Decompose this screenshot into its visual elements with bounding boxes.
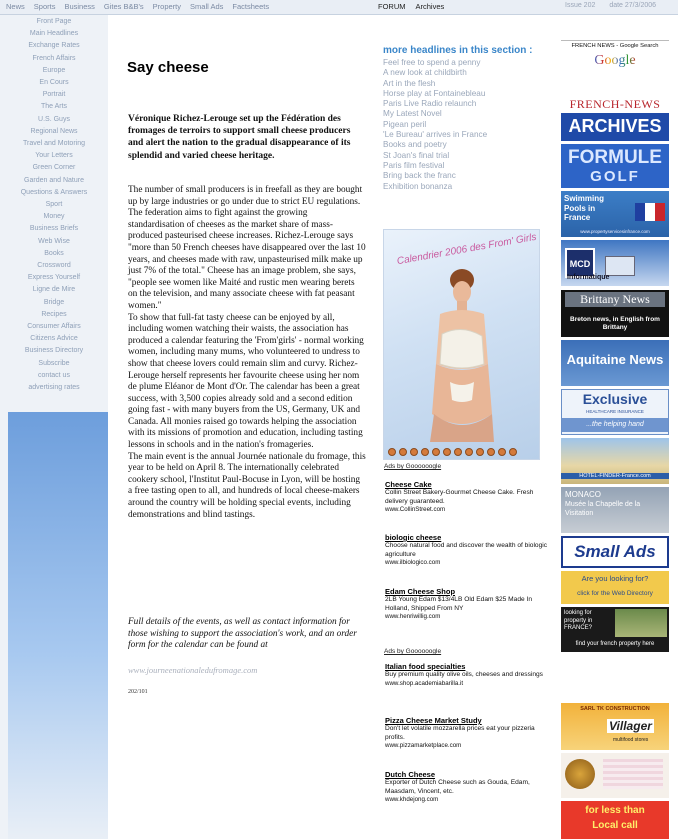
headline-link[interactable]: Exhibition bonanza bbox=[383, 181, 453, 191]
mcd-banner[interactable] bbox=[561, 240, 669, 286]
villager-subtitle: multifood stores bbox=[613, 737, 649, 743]
dock-icon bbox=[487, 448, 495, 456]
property-label: looking for property in FRANCE? bbox=[564, 610, 593, 631]
pools-label: Swimming Pools in France bbox=[564, 194, 605, 222]
headline-link[interactable]: Feel free to spend a penny bbox=[383, 58, 481, 67]
dock-icon bbox=[432, 448, 440, 456]
issue-number: Issue 202 bbox=[565, 2, 596, 9]
dock-icon bbox=[476, 448, 484, 456]
article-lede: Véronique Richez-Lerouge set up the Fédération des fromages de terroirs to support small cheese producers and alert the nation to the gradual disappearance of its splendid and varied cheese heritage. bbox=[128, 114, 351, 161]
archives-banner[interactable] bbox=[561, 113, 669, 141]
article-body bbox=[128, 185, 366, 521]
calendar-caption: Calendrier 2006 des From' Girls bbox=[396, 231, 538, 268]
dock-icon bbox=[509, 448, 517, 456]
left-nav-item[interactable]: Exchange Rates bbox=[28, 42, 80, 50]
article-reference: 202/101 bbox=[128, 689, 148, 695]
ads-by-google-link[interactable]: Ads by Goooooogle bbox=[384, 463, 442, 470]
top-nav-link[interactable]: News bbox=[6, 2, 25, 11]
article-footer: Full details of the events, as well as contact information for those wishing to support the association's work, and an order form for the calendar can be found at bbox=[128, 617, 357, 651]
issue-date: date 27/3/2006 bbox=[609, 2, 657, 9]
left-nav-item[interactable]: Crossword bbox=[37, 262, 71, 270]
computer-icon bbox=[605, 256, 635, 276]
pools-url: www.propertyservicesinfrance.com bbox=[580, 229, 650, 234]
flower-icon bbox=[565, 759, 595, 789]
left-nav-item[interactable]: Money bbox=[43, 213, 65, 221]
monaco-subtitle: Musée la Chapelle de la Visitation bbox=[565, 501, 641, 517]
ad-description: Choose natural food and discover the wealth of biologic agriculture bbox=[385, 542, 548, 558]
ad-biologic-cheese[interactable] bbox=[385, 533, 555, 566]
headline-link[interactable]: St Joan's final trial bbox=[383, 150, 450, 160]
left-nav-item[interactable]: Express Yourself bbox=[27, 274, 81, 282]
left-nav-item[interactable]: Your Letters bbox=[35, 152, 73, 160]
top-bar bbox=[0, 0, 678, 15]
left-nav-item[interactable]: Front Page bbox=[36, 18, 72, 25]
left-nav-item[interactable]: Travel and Motoring bbox=[23, 140, 85, 148]
ad-dutch-cheese[interactable] bbox=[385, 770, 555, 803]
villager-banner[interactable] bbox=[561, 703, 669, 750]
monaco-label: MONACO bbox=[565, 490, 601, 499]
article-paragraph: To show that full-fat tasty cheese can be enjoyed by all, including women watching their waists, the association has produced a calendar featuring the 'From'girls' - normal working women, including many mums, who volunteered to undress to show that cheese lovers could remain slim and curvy. Richez-Lerouge herself represents her favourite cheese using her nom de plume Eléanor de Mont d'Or. The calendar has been a great success, with 3,500 copies already sold and a second edition going fast - with many buyers from the US, Germany, UK and Canada. All monies raised go towards helping the association with its missions of promotion and education, including tasting lessons in schools and in the nation's fromageries. bbox=[128, 312, 364, 451]
left-nav-item[interactable]: Green Corner bbox=[32, 164, 76, 172]
brittany-subtitle: Breton news, in English from Brittany bbox=[570, 316, 660, 331]
left-nav-item[interactable]: contact us bbox=[38, 371, 70, 379]
dock-icon bbox=[388, 448, 396, 456]
forum-nav-link[interactable]: FORUM bbox=[378, 2, 406, 11]
left-nav-item[interactable]: Questions & Answers bbox=[20, 188, 88, 196]
exclusive-tagline: ...the helping hand bbox=[562, 418, 668, 432]
ad-description: Buy premium quality olive oils, cheeses and dressings bbox=[385, 671, 543, 678]
left-nav-item[interactable]: Books bbox=[44, 249, 64, 257]
phone-banner[interactable] bbox=[561, 801, 669, 839]
golf-label: GOLF bbox=[590, 168, 640, 185]
issue-info bbox=[565, 2, 668, 9]
less-than-label: for less than bbox=[585, 805, 645, 816]
ad-cheese-cake[interactable] bbox=[385, 480, 555, 513]
ad-url[interactable]: www.shop.academiabarilla.it bbox=[385, 679, 464, 687]
ad-url[interactable]: www.CollinStreet.com bbox=[385, 506, 446, 514]
ads-by-google-link[interactable]: Ads by Goooooogle bbox=[384, 648, 442, 655]
local-call-label: Local call bbox=[592, 820, 638, 831]
left-nav-item[interactable]: Web Wise bbox=[38, 237, 70, 245]
top-nav-link[interactable]: Sports bbox=[33, 2, 56, 11]
top-nav-link[interactable]: Gites B&B's bbox=[103, 2, 144, 11]
article-paragraph: The number of small producers is in freefall as they are bought up by large industries or go under due to strict EU regulations. The federation aims to fight against the growing standardisation of cheeses as the market share of mass-produced pasteurised cheese increases. Richez-Lerouge says "more than 50 French cheeses have disappeared over the last 10 years, and cheeses made with raw, unpasteurised milk make up just 7% of the total." Cheese has an image problem, she says, "people see women like Maité and rustic men wearing berets on the television, and many associate cheese with fat peasant women." bbox=[128, 185, 366, 311]
google-logo-text: Google bbox=[594, 53, 636, 68]
mcd-subtitle: Informatique bbox=[567, 274, 610, 281]
small-ads-banner[interactable] bbox=[561, 536, 669, 568]
forum-nav bbox=[378, 2, 454, 11]
ad-description: 2LB Young Edam $13/4LB Old Edam $25 Made In Holland, Shipped From NY bbox=[385, 596, 533, 612]
ad-title[interactable]: biologic cheese bbox=[385, 533, 442, 542]
headline-link[interactable]: My Latest Novel bbox=[383, 109, 442, 119]
ad-description: Collin Street Bakery-Gourmet Cheese Cake. Fresh delivery guaranteed. bbox=[385, 489, 534, 505]
left-nav-item[interactable]: Portrait bbox=[42, 91, 66, 99]
left-nav-item[interactable]: Consumer Affairs bbox=[27, 323, 81, 331]
headlines-heading: more headlines in this section : bbox=[383, 45, 533, 56]
left-nav-item[interactable]: U.S. Guys bbox=[38, 115, 70, 123]
aquitaine-news-banner[interactable] bbox=[561, 340, 669, 386]
left-nav-item[interactable]: Sport bbox=[45, 201, 63, 209]
ad-title[interactable]: Edam Cheese Shop bbox=[385, 587, 456, 596]
left-nav-item[interactable]: Main Headlines bbox=[29, 30, 79, 38]
headlines-list bbox=[383, 58, 487, 192]
top-nav-link[interactable]: Factsheets bbox=[232, 2, 270, 11]
headline-link[interactable]: Bring back the franc bbox=[383, 171, 456, 181]
top-nav-link[interactable]: Business bbox=[64, 2, 95, 11]
ad-title[interactable]: Dutch Cheese bbox=[385, 770, 436, 779]
left-nav-item[interactable]: Subscribe bbox=[38, 359, 70, 367]
hotel-finder-label: HOTEL-FINDER-France.com bbox=[561, 473, 669, 479]
google-search-box[interactable] bbox=[561, 40, 669, 84]
flag-icon bbox=[635, 203, 665, 221]
french-news-label: FRENCH-NEWS bbox=[569, 97, 661, 111]
left-nav-item[interactable]: Business Directory bbox=[24, 347, 84, 355]
calendar-photo bbox=[383, 229, 540, 460]
woman-figure-illustration bbox=[422, 264, 504, 444]
small-ads-label: Small Ads bbox=[574, 542, 656, 561]
web-directory-banner[interactable] bbox=[561, 571, 669, 604]
google-logo[interactable] bbox=[561, 53, 669, 69]
ad-url[interactable]: www.ilbiologico.com bbox=[385, 559, 441, 567]
article-paragraph: The main event is the annual Journée nationale du fromage, this year to be held on April 8. The internationally celebrated cookery school, l'Institut Paul-Bocuse in Lyon, will be hosting a free tasting open to all, and hundreds of local cheese-makers around the country will be holding special events, including demonstrations and blind tastings. bbox=[128, 451, 366, 520]
headline-link[interactable]: Paris film festival bbox=[383, 160, 445, 170]
headline-link[interactable]: Horse play at Fontainebleau bbox=[383, 88, 486, 98]
dock-icon bbox=[454, 448, 462, 456]
exclusive-label: Exclusive bbox=[582, 391, 648, 407]
left-nav-item[interactable]: Europe bbox=[42, 66, 66, 74]
headline-link[interactable]: Art in the flesh bbox=[383, 78, 436, 88]
ad-title[interactable]: Cheese Cake bbox=[385, 480, 432, 489]
ad-url[interactable]: www.henriwillig.com bbox=[385, 613, 441, 621]
ad-url[interactable]: www.khdejong.com bbox=[385, 796, 439, 804]
top-nav-link[interactable]: Property bbox=[152, 2, 182, 11]
web-directory-label: click for the Web Directory bbox=[577, 590, 653, 597]
left-nav-item[interactable]: The Arts bbox=[40, 103, 68, 111]
headline-link[interactable]: Paris Live Radio relaunch bbox=[383, 99, 477, 109]
headline-link[interactable]: A new look at childbirth bbox=[383, 68, 467, 78]
left-nav-item[interactable]: advertising rates bbox=[28, 384, 80, 392]
ad-description: Exporter of Dutch Cheese such as Gouda, Edam, Maasdam, Vincent, etc. bbox=[385, 779, 530, 795]
french-property-banner[interactable] bbox=[561, 607, 669, 652]
top-nav-link[interactable]: Small Ads bbox=[190, 2, 224, 11]
left-nav-item[interactable]: Recipes bbox=[41, 310, 67, 318]
left-nav-item[interactable]: Citizens Advice bbox=[30, 335, 78, 343]
left-nav-item[interactable]: French Affairs bbox=[32, 54, 76, 62]
left-nav bbox=[0, 15, 108, 839]
brittany-news-banner[interactable] bbox=[561, 290, 669, 337]
formule-label: FORMULE bbox=[568, 147, 662, 168]
dock-icon bbox=[410, 448, 418, 456]
dock-icon bbox=[465, 448, 473, 456]
headline-link[interactable]: Pigean peril bbox=[383, 119, 427, 129]
left-nav-item[interactable]: Ligne de Mire bbox=[32, 286, 76, 294]
calendar-icon-strip bbox=[388, 443, 536, 457]
ad-italian-food[interactable] bbox=[385, 662, 555, 687]
left-nav-list bbox=[0, 15, 108, 394]
aquitaine-label: Aquitaine News bbox=[566, 352, 664, 367]
archives-label: ARCHIVES bbox=[568, 116, 662, 136]
left-nav-item[interactable]: Bridge bbox=[43, 298, 65, 306]
brittany-label: Brittany News bbox=[565, 292, 665, 307]
ad-edam-cheese-shop[interactable] bbox=[385, 587, 555, 620]
top-nav bbox=[6, 2, 278, 11]
property-subtitle: find your french property here bbox=[575, 641, 655, 647]
exclusive-subtitle: HEALTHCARE INSURANCE bbox=[586, 409, 644, 414]
swimming-pools-banner[interactable] bbox=[561, 191, 669, 237]
dock-icon bbox=[399, 448, 407, 456]
looking-for-label: Are you looking for? bbox=[581, 574, 649, 583]
sarl-label: SARL TK CONSTRUCTION bbox=[580, 706, 650, 712]
house-photo bbox=[615, 609, 667, 637]
flower-banner[interactable] bbox=[561, 753, 669, 798]
exclusive-insurance-banner[interactable] bbox=[561, 389, 669, 435]
left-nav-item[interactable]: Garden and Nature bbox=[24, 176, 84, 184]
hotel-finder-banner[interactable] bbox=[561, 438, 669, 484]
formule-golf-banner[interactable] bbox=[561, 144, 669, 188]
monaco-banner[interactable] bbox=[561, 487, 669, 533]
ad-text-lines bbox=[603, 759, 663, 789]
mcd-logo: MCD bbox=[565, 248, 595, 278]
ad-url[interactable]: www.pizzamarketplace.com bbox=[385, 742, 462, 750]
left-nav-decoration bbox=[8, 412, 108, 839]
ad-pizza-cheese[interactable] bbox=[385, 716, 555, 749]
left-nav-item[interactable]: En Cours bbox=[39, 79, 69, 87]
left-nav-item[interactable]: Regional News bbox=[30, 127, 78, 135]
article-title: Say cheese bbox=[127, 59, 209, 76]
forum-nav-link[interactable]: Archives bbox=[415, 2, 445, 11]
ad-title[interactable]: Pizza Cheese Market Study bbox=[385, 716, 482, 725]
villager-label: Villager bbox=[609, 719, 652, 733]
dock-icon bbox=[498, 448, 506, 456]
search-label: FRENCH NEWS - Google Search bbox=[571, 43, 659, 49]
ad-description: Don't let volatile mozzarella prices eat your pizzeria profits. bbox=[385, 725, 535, 741]
left-nav-item[interactable]: Business Briefs bbox=[29, 225, 79, 233]
dock-icon bbox=[421, 448, 429, 456]
ad-title[interactable]: Italian food specialties bbox=[385, 662, 466, 671]
headline-link[interactable]: Books and poetry bbox=[383, 140, 447, 150]
dock-icon bbox=[443, 448, 451, 456]
event-website-link[interactable]: www.journeenationaledufromage.com bbox=[128, 665, 258, 675]
headline-link[interactable]: 'Le Bureau' arrives in France bbox=[383, 130, 488, 140]
